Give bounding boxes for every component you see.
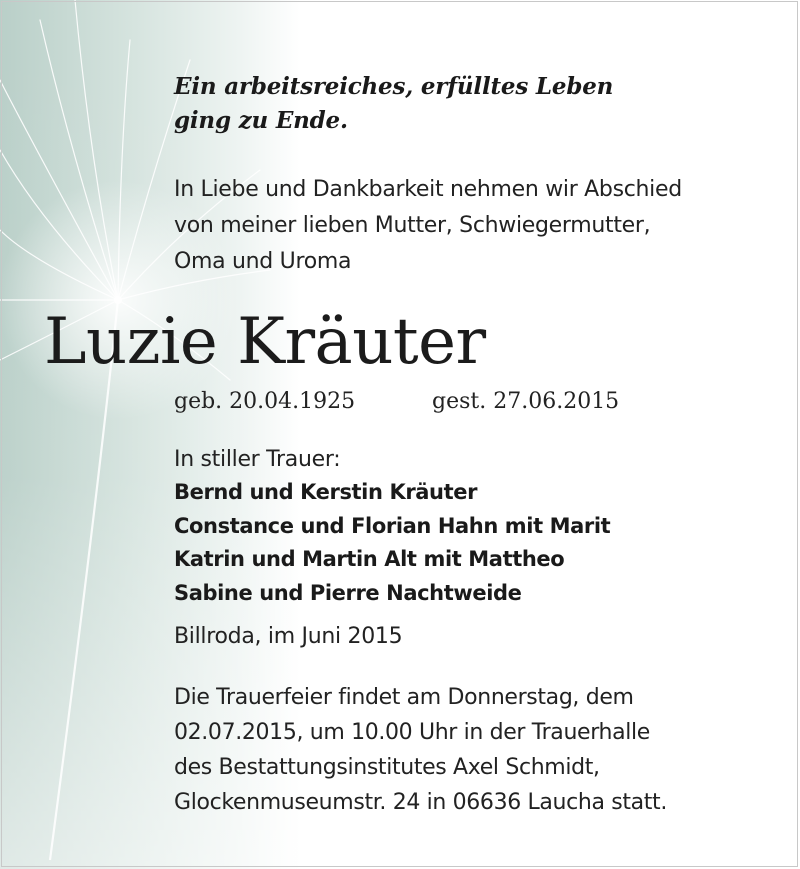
service-line: Die Trauerfeier findet am Donnerstag, dem: [174, 685, 634, 710]
mourner-entry: Bernd und Kerstin Kräuter: [174, 480, 478, 504]
motto-line: Ein arbeitsreiches, erfülltes Leben: [174, 73, 614, 100]
service-line: 02.07.2015, um 10.00 Uhr in der Trauerhalle: [174, 720, 650, 745]
farewell-intro: [174, 172, 682, 280]
mourner-entry: Constance und Florian Hahn mit Marit: [174, 513, 611, 538]
intro-line: In Liebe und Dankbarkeit nehmen wir Abschied: [174, 177, 682, 202]
funeral-service-info: [174, 680, 667, 820]
place-and-date: Billroda, im Juni 2015: [174, 624, 403, 649]
intro-line: von meiner lieben Mutter, Schwiegermutter,: [174, 213, 651, 238]
mourner-entry: Sabine und Pierre Nachtweide: [174, 580, 522, 605]
life-dates: [174, 385, 620, 419]
service-line: des Bestattungsinstitutes Axel Schmidt,: [174, 755, 600, 780]
intro-line: Oma und Uroma: [174, 249, 352, 274]
birth-date: geb. 20.04.1925: [174, 389, 356, 414]
mourners-list: [174, 476, 610, 610]
mourner-entry: Katrin und Martin Alt mit Mattheo: [174, 547, 565, 571]
motto-line: ging zu Ende.: [174, 107, 348, 134]
motto-text: [174, 70, 613, 138]
service-line: Glockenmuseumstr. 24 in 06636 Laucha statt.: [174, 790, 667, 815]
mourners-heading: In stiller Trauer:: [174, 447, 341, 472]
deceased-name: Luzie Kräuter: [44, 305, 486, 379]
death-date: gest. 27.06.2015: [432, 389, 620, 414]
